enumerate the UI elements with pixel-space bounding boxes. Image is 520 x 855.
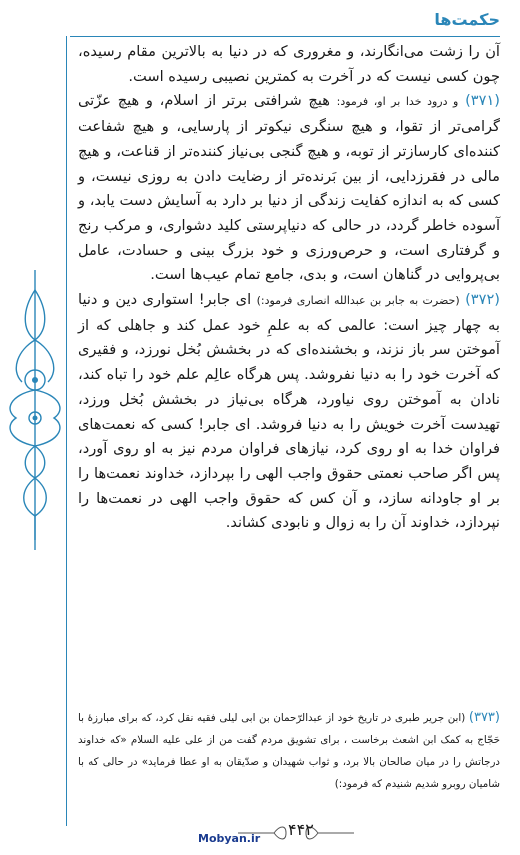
saying-number: (۳۷۳) — [468, 710, 500, 725]
hikmat-372 — [78, 288, 500, 536]
hikmat-373 — [78, 707, 500, 795]
side-ornament — [0, 270, 70, 550]
section-title: حکمت‌ها — [434, 10, 500, 29]
page-footer — [0, 817, 520, 851]
saying-number: (۳۷۱) — [465, 92, 500, 110]
page-header — [20, 8, 500, 38]
header-divider — [70, 36, 500, 37]
saying-intro: (ابن جریر طبری در تاریخ خود از عبدالرّحمان بن ابی لیلی فقیه نقل کرد، که برای مبارزهٔ با حَجّاج به کمک ابن اشعث برخاست ، برای تشویق مردم گفت من از علی علیه السلام «که خداوند درجاتش را در میان صالحان بالا برد، و ثواب شهیدان و صدّیقان به او عطا فرماید» در حالی که با شامیان روبرو شدیم شنیدم که فرمود:) — [78, 712, 500, 790]
paragraph-continued: آن را زشت می‌انگارند، و مغروری که در دنیا به بالاترین مقام رسیده، چون کسی نیست که در آخرت به کمترین نصیبی رسیده است. — [78, 43, 500, 85]
saying-number: (۳۷۲) — [465, 291, 500, 309]
page-number: ۴۴۲ — [288, 820, 314, 839]
saying-text: ای جابر! استواری دین و دنیا به چهار چیز است: عالمی که به علمِ خود عمل کند و جاهلی که از آموختن سر باز نزند، و بخشنده‌ای که در بخشش بُخل نورزد، و فقیری که آخرت خود را به دنیا نفروشد. پس هرگاه عالِم علم خود را تباه کند، نادان به آموختن روی نیاورد، هرگاه بی‌نیاز در بخشش بُخل ورزد، تهیدست آخرت خویش را به دنیا فروشد. ای جابر! کسی که نعمت‌های فراوان خدا به او روی کرد، نیازهای فراوان مردم نیز به او روی آورد، پس اگر صاحب نعمتی حقوق واجب الهی را بپردازد، خداوند نعمت‌ها را بر او جاودانه سازد، و آن کس که حقوق واجب الهی در نعمت‌ها را نپردازد، خداوند آن را به زوال و نابودی کشاند. — [78, 291, 500, 532]
saying-intro: و درود خدا بر او، فرمود: — [336, 95, 459, 109]
saying-text: هیچ شرافتی برتر از اسلام، و هیچ عزّتی گرامی‌تر از تقوا، و هیچ سنگری نیکوتر از پارسایی، و هیچ شفاعت کننده‌ای کارسازتر از توبه، و هیچ گنجی بی‌نیاز کننده‌تر از قناعت، و هیچ مالی در فقرزدایی، از بین بَرنده‌تر از رضایت دادن به روزی نیست، و کسی که به اندازه کفایت زندگی از دنیا بر دارد به آسایش دست یابد، و آسوده خاطر گردد، در حالی که دنیاپرستی کلید دشواری، و مرکب رنج و گرفتاری است، و حرص‌ورزی و خود بزرگ بینی و حسادت، عامل بی‌پروایی در گناهان است، و بدی، جامع تمام عیب‌ها است. — [78, 92, 500, 284]
saying-intro: (حضرت به جابر بن عبدالله انصاری فرمود:) — [256, 294, 460, 308]
body-text — [78, 40, 500, 536]
site-label: Mobyan.ir — [198, 832, 261, 845]
hikmat-371 — [78, 89, 500, 288]
